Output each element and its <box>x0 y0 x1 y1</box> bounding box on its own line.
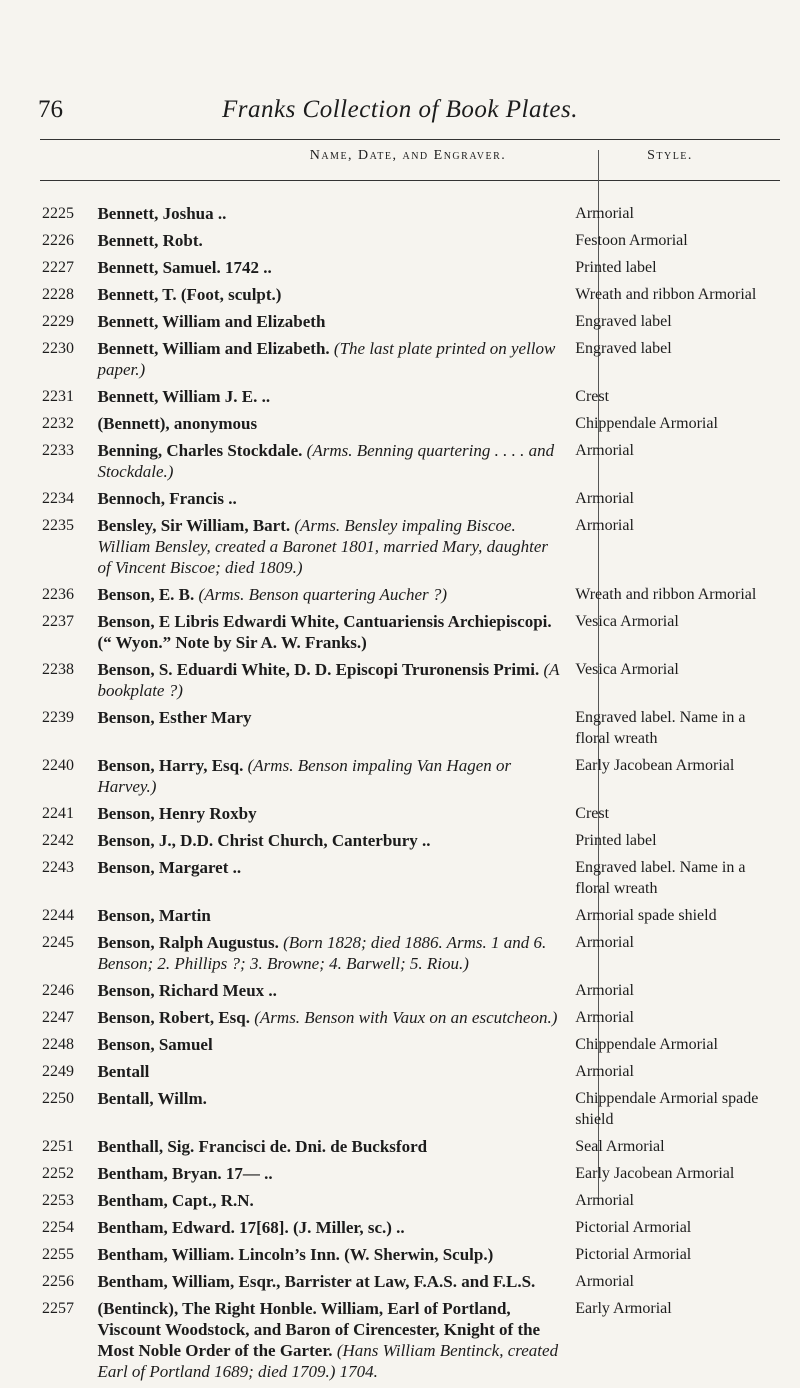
entry-name-cell <box>97 1244 571 1271</box>
entry-number: 2226 <box>42 232 74 249</box>
entry-name: Bentall, Willm. <box>97 1089 207 1108</box>
table-row <box>42 488 782 515</box>
entry-number: 2235 <box>42 517 74 534</box>
entry-number: 2240 <box>42 757 74 774</box>
table-row <box>42 803 782 830</box>
entry-number: 2249 <box>42 1063 74 1080</box>
entry-name: Benson, E Libris Edwardi White, Cantuariensis Archiepiscopi. (“ Wyon.” Note by Sir A. W. Franks.) <box>97 612 552 652</box>
entry-name-cell <box>97 707 571 755</box>
entry-name-cell <box>97 203 571 230</box>
entry-name-cell <box>97 1298 571 1388</box>
entry-name: Benson, Ralph Augustus. <box>97 933 279 952</box>
entry-name-cell <box>97 1034 571 1061</box>
entry-number: 2227 <box>42 259 74 276</box>
entry-note: (Born 1828; died 1886. Arms. 1 and 6. Benson; 2. Phillips ?; 3. Browne; 4. Barwell; 5. Riou.) <box>97 933 547 973</box>
entry-number: 2242 <box>42 832 74 849</box>
table-row <box>42 311 782 338</box>
table-row <box>42 1217 782 1244</box>
entry-style: Armorial <box>575 205 634 222</box>
table-row <box>42 413 782 440</box>
entry-name-cell <box>97 830 571 857</box>
entry-name-cell <box>97 386 571 413</box>
entry-name-cell <box>97 1061 571 1088</box>
entry-number: 2247 <box>42 1009 74 1026</box>
table-row <box>42 386 782 413</box>
entry-number: 2228 <box>42 286 74 303</box>
entry-name-cell <box>97 515 571 584</box>
entry-name: (Bentinck), The Right Honble. William, Earl of Portland, Viscount Woodstock, and Baron of Cirencester, Knight of the Most Noble Order of the Garter. <box>97 1299 541 1360</box>
table-row <box>42 284 782 311</box>
table-row <box>42 707 782 755</box>
entry-note: (The last plate printed on yellow paper.) <box>97 339 556 379</box>
entry-name: Bennett, Robt. <box>97 231 203 250</box>
entry-style: Engraved label. Name in a floral wreath <box>575 859 746 897</box>
entry-number: 2252 <box>42 1165 74 1182</box>
column-header-style: Style. <box>647 148 693 163</box>
entry-number: 2243 <box>42 859 74 876</box>
entry-style: Seal Armorial <box>575 1138 665 1155</box>
entry-number: 2233 <box>42 442 74 459</box>
entry-style: Engraved label. Name in a floral wreath <box>575 709 746 747</box>
entry-style: Early Jacobean Armorial <box>575 757 735 774</box>
entry-name: Bentall <box>97 1062 150 1081</box>
entry-name-cell <box>97 1271 571 1298</box>
column-header-name: Name, Date, and Engraver. <box>309 148 507 163</box>
table-row <box>42 1061 782 1088</box>
entry-name-cell <box>97 584 571 611</box>
entry-number: 2238 <box>42 661 74 678</box>
table-row <box>42 338 782 386</box>
entry-name-cell <box>97 1136 571 1163</box>
entry-name: Benson, Martin <box>97 906 211 925</box>
table-row <box>42 1298 782 1388</box>
entry-number: 2246 <box>42 982 74 999</box>
entry-note: (Hans William Bentinck, created Earl of Portland 1689; died 1709.) 1704. <box>97 1341 559 1381</box>
table-row <box>42 1034 782 1061</box>
entry-style: Pictorial Armorial <box>575 1219 692 1236</box>
entry-number: 2245 <box>42 934 74 951</box>
entry-name-cell <box>97 980 571 1007</box>
entry-number: 2225 <box>42 205 74 222</box>
entry-name-cell <box>97 1163 571 1190</box>
entry-name-cell <box>97 284 571 311</box>
entry-name-cell <box>97 413 571 440</box>
entry-style: Wreath and ribbon Armorial <box>575 586 757 603</box>
entry-number: 2254 <box>42 1219 74 1236</box>
table-row <box>42 203 782 230</box>
entry-number: 2250 <box>42 1090 74 1107</box>
entry-number: 2236 <box>42 586 74 603</box>
table-row <box>42 1007 782 1034</box>
entry-name-cell <box>97 803 571 830</box>
entry-name-cell <box>97 905 571 932</box>
entry-style: Armorial <box>575 442 634 459</box>
entry-name-cell <box>97 1190 571 1217</box>
entry-name-cell <box>97 338 571 386</box>
table-row <box>42 932 782 980</box>
table-row <box>42 515 782 584</box>
entry-style: Armorial <box>575 517 634 534</box>
entry-name: Bennett, Samuel. 1742 .. <box>97 258 272 277</box>
entry-name-cell <box>97 857 571 905</box>
entry-name: Bentham, Edward. 17[68]. (J. Miller, sc.) .. <box>97 1218 405 1237</box>
entry-name-cell <box>97 440 571 488</box>
entry-number: 2257 <box>42 1300 74 1317</box>
column-header-rule <box>40 180 780 181</box>
entry-name: Benson, Henry Roxby <box>97 804 257 823</box>
entry-name: Bennett, William J. E. .. <box>97 387 271 406</box>
entry-name-cell <box>97 611 571 659</box>
table-row <box>42 584 782 611</box>
entry-number: 2255 <box>42 1246 74 1263</box>
table-row <box>42 755 782 803</box>
entry-name-cell <box>97 1088 571 1136</box>
entry-number: 2244 <box>42 907 74 924</box>
entry-name: Bentham, Capt., R.N. <box>97 1191 254 1210</box>
table-row <box>42 830 782 857</box>
entry-name-cell <box>97 755 571 803</box>
entry-name: Benson, Esther Mary <box>97 708 252 727</box>
entry-style: Printed label <box>575 259 657 276</box>
entry-style: Armorial <box>575 982 634 999</box>
entry-style: Early Armorial <box>575 1300 672 1317</box>
entry-name: Benson, Samuel <box>97 1035 213 1054</box>
entry-note: (Arms. Benson with Vaux on an escutcheon.) <box>254 1008 558 1027</box>
entry-style: Engraved label <box>575 340 672 357</box>
table-row <box>42 905 782 932</box>
bookplate-rows <box>42 203 782 1388</box>
entry-style: Vesica Armorial <box>575 661 679 678</box>
entry-style: Armorial <box>575 1192 634 1209</box>
entry-name: Benson, S. Eduardi White, D. D. Episcopi Truronensis Primi. <box>97 660 540 679</box>
entry-name: (Bennett), anonymous <box>97 414 258 433</box>
entry-note: (A bookplate ?) <box>97 660 560 700</box>
entry-style: Armorial <box>575 490 634 507</box>
entry-note: (Arms. Benson impaling Van Hagen or Harvey.) <box>97 756 512 796</box>
entry-style: Armorial spade shield <box>575 907 717 924</box>
table-row <box>42 1163 782 1190</box>
entry-style: Chippendale Armorial spade shield <box>575 1090 759 1128</box>
entry-note: (Arms. Benning quartering . . . . and Stockdale.) <box>97 441 555 481</box>
entry-name-cell <box>97 1007 571 1034</box>
entry-style: Chippendale Armorial <box>575 1036 718 1053</box>
entry-name: Bennett, William and Elizabeth. <box>97 339 330 358</box>
table-row <box>42 1190 782 1217</box>
table-row <box>42 440 782 488</box>
entry-name-cell <box>97 230 571 257</box>
entry-style: Wreath and ribbon Armorial <box>575 286 757 303</box>
entry-name: Bentham, Bryan. 17— .. <box>97 1164 273 1183</box>
entry-number: 2231 <box>42 388 74 405</box>
entry-style: Armorial <box>575 1273 634 1290</box>
entry-name-cell <box>97 257 571 284</box>
entry-name: Benning, Charles Stockdale. <box>97 441 303 460</box>
table-row <box>42 1136 782 1163</box>
entry-number: 2232 <box>42 415 74 432</box>
entry-number: 2256 <box>42 1273 74 1290</box>
entry-style: Chippendale Armorial <box>575 415 718 432</box>
entry-number: 2248 <box>42 1036 74 1053</box>
entry-name: Bensley, Sir William, Bart. <box>97 516 291 535</box>
table-row <box>42 857 782 905</box>
entry-note: (Arms. Bensley impaling Biscoe. William Bensley, created a Baronet 1801, married Mary, daughter of Vincent Biscoe; died 1809.) <box>97 516 549 577</box>
entry-name: Bennett, T. (Foot, sculpt.) <box>97 285 282 304</box>
entry-style: Armorial <box>575 1063 634 1080</box>
page-title: Franks Collection of Book Plates. <box>221 96 579 123</box>
entry-name: Benthall, Sig. Francisci de. Dni. de Bucksford <box>97 1137 428 1156</box>
entry-style: Crest <box>575 805 610 822</box>
entry-number: 2230 <box>42 340 74 357</box>
entry-name-cell <box>97 488 571 515</box>
entry-number: 2253 <box>42 1192 74 1209</box>
entry-name-cell <box>97 932 571 980</box>
entry-style: Early Jacobean Armorial <box>575 1165 735 1182</box>
table-row <box>42 980 782 1007</box>
entry-number: 2241 <box>42 805 74 822</box>
entry-style: Pictorial Armorial <box>575 1246 692 1263</box>
entry-style: Armorial <box>575 934 634 951</box>
entry-style: Printed label <box>575 832 657 849</box>
entry-number: 2239 <box>42 709 74 726</box>
entry-style: Vesica Armorial <box>575 613 679 630</box>
entry-style: Engraved label <box>575 313 672 330</box>
page-number: 76 <box>38 96 63 123</box>
entry-name: Bennoch, Francis .. <box>97 489 237 508</box>
bookplate-table <box>42 203 782 1388</box>
entry-name: Benson, Harry, Esq. <box>97 756 244 775</box>
entry-name: Bentham, William, Esqr., Barrister at Law, F.A.S. and F.L.S. <box>97 1272 536 1291</box>
entry-name: Benson, Margaret .. <box>97 858 242 877</box>
table-row <box>42 1088 782 1136</box>
entry-name-cell <box>97 1217 571 1244</box>
entry-style: Crest <box>575 388 610 405</box>
entry-note: (Arms. Benson quartering Aucher ?) <box>198 585 448 604</box>
table-row <box>42 257 782 284</box>
entry-name-cell <box>97 311 571 338</box>
table-row <box>42 659 782 707</box>
entry-number: 2251 <box>42 1138 74 1155</box>
entry-number: 2229 <box>42 313 74 330</box>
entry-name: Bennett, Joshua .. <box>97 204 227 223</box>
table-row <box>42 1271 782 1298</box>
entry-name-cell <box>97 659 571 707</box>
entry-name: Benson, Robert, Esq. <box>97 1008 250 1027</box>
table-row <box>42 611 782 659</box>
header-rule <box>40 139 780 140</box>
table-row <box>42 230 782 257</box>
entry-style: Festoon Armorial <box>575 232 688 249</box>
entry-number: 2234 <box>42 490 74 507</box>
entry-name: Bentham, William. Lincoln’s Inn. (W. Sherwin, Sculp.) <box>97 1245 494 1264</box>
entry-number: 2237 <box>42 613 74 630</box>
entry-name: Benson, Richard Meux .. <box>97 981 277 1000</box>
entry-name: Benson, J., D.D. Christ Church, Canterbury .. <box>97 831 431 850</box>
entry-name: Bennett, William and Elizabeth <box>97 312 326 331</box>
entry-name: Benson, E. B. <box>97 585 195 604</box>
entry-style: Armorial <box>575 1009 634 1026</box>
table-row <box>42 1244 782 1271</box>
